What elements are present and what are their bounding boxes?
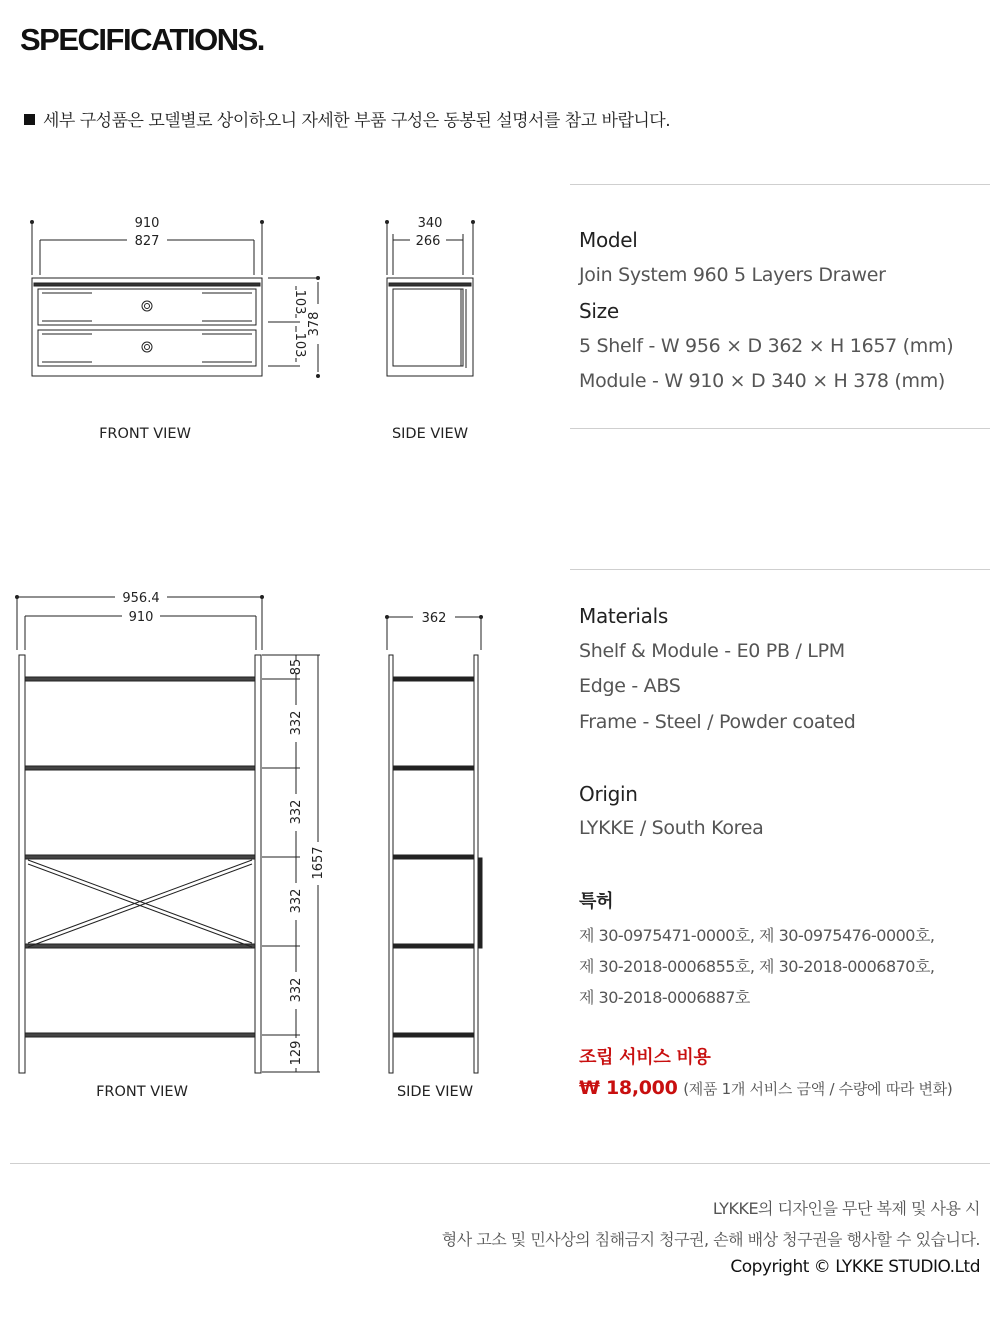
bullet-square-icon (24, 114, 35, 125)
module-front-view (31, 221, 320, 378)
model-value: Join System 960 5 Layers Drawer (579, 264, 886, 286)
shelf-total-height: 1657 (311, 846, 326, 880)
shelf-bottom-dim: 129 (289, 1040, 304, 1066)
patent-line-1: 제 30-0975471-0000호, 제 30-0975476-0000호, (579, 926, 935, 945)
module-side-view-label: SIDE VIEW (391, 426, 469, 442)
notice-text (24, 106, 670, 131)
patent-line-3: 제 30-2018-0006887호 (579, 988, 750, 1007)
materials-edge: Edge - ABS (579, 675, 681, 697)
size-module: Module - W 910 × D 340 × H 378 (mm) (579, 370, 946, 392)
module-drawing (0, 190, 560, 460)
module-drawer-height-2: 103 (292, 332, 307, 358)
assembly-label: 조립 서비스 비용 (579, 1047, 711, 1068)
module-front-inner-width: 827 (134, 234, 160, 249)
shelf-front-view-label: FRONT VIEW (96, 1084, 188, 1100)
module-height: 378 (307, 311, 322, 337)
size-shelf: 5 Shelf - W 956 × D 362 × H 1657 (mm) (579, 335, 954, 357)
materials-frame: Frame - Steel / Powder coated (579, 711, 856, 733)
footer-copyright: Copyright © LYKKE STUDIO.Ltd (730, 1257, 980, 1277)
shelf-side-view-label: SIDE VIEW (396, 1084, 474, 1100)
shelf-top-dim: 85 (289, 658, 304, 676)
model-label: Model (579, 228, 638, 252)
divider (570, 428, 990, 429)
footer-line-1: LYKKE의 디자인을 무단 복제 및 사용 시 (712, 1199, 980, 1218)
assembly-price: ₩ 18,000 (579, 1077, 678, 1099)
module-side-outer-depth: 340 (417, 216, 443, 231)
notice-label: 세부 구성품은 모델별로 상이하오니 자세한 부품 구성은 동봉된 설명서를 참고 바랍니다. (43, 111, 671, 131)
shelf-side-depth: 362 (421, 611, 447, 626)
module-side-inner-depth: 266 (415, 234, 441, 249)
shelf-gap-3: 332 (289, 888, 304, 914)
shelf-front-inner-width: 910 (128, 610, 154, 625)
module-front-outer-width: 910 (134, 216, 160, 231)
assembly-note: (제품 1개 서비스 금액 / 수량에 따라 변화) (683, 1080, 953, 1098)
shelf-drawing (0, 580, 560, 1110)
module-drawer-height-1: 103 (292, 289, 307, 315)
shelf-gap-4: 332 (289, 977, 304, 1003)
divider (570, 184, 990, 185)
shelf-gap-2: 332 (289, 799, 304, 825)
materials-label: Materials (579, 604, 668, 628)
patent-line-2: 제 30-2018-0006855호, 제 30-2018-0006870호, (579, 957, 935, 976)
shelf-front-outer-width: 956.4 (122, 591, 160, 606)
size-label: Size (579, 299, 619, 323)
footer-line-2: 형사 고소 및 민사상의 침해금지 청구권, 손해 배상 청구권을 행사할 수 있습니다. (441, 1230, 980, 1249)
origin-value: LYKKE / South Korea (579, 817, 764, 839)
materials-shelf: Shelf & Module - E0 PB / LPM (579, 640, 845, 662)
shelf-front-view (16, 596, 321, 1074)
page-title: SPECIFICATIONS. (20, 22, 264, 57)
shelf-gap-1: 332 (289, 710, 304, 736)
patent-label: 특허 (579, 891, 614, 912)
origin-label: Origin (579, 782, 638, 806)
assembly-price-row (579, 1077, 952, 1099)
shelf-side-view (386, 616, 483, 1074)
divider (10, 1163, 990, 1164)
module-front-view-label: FRONT VIEW (99, 426, 191, 442)
divider (570, 569, 990, 570)
